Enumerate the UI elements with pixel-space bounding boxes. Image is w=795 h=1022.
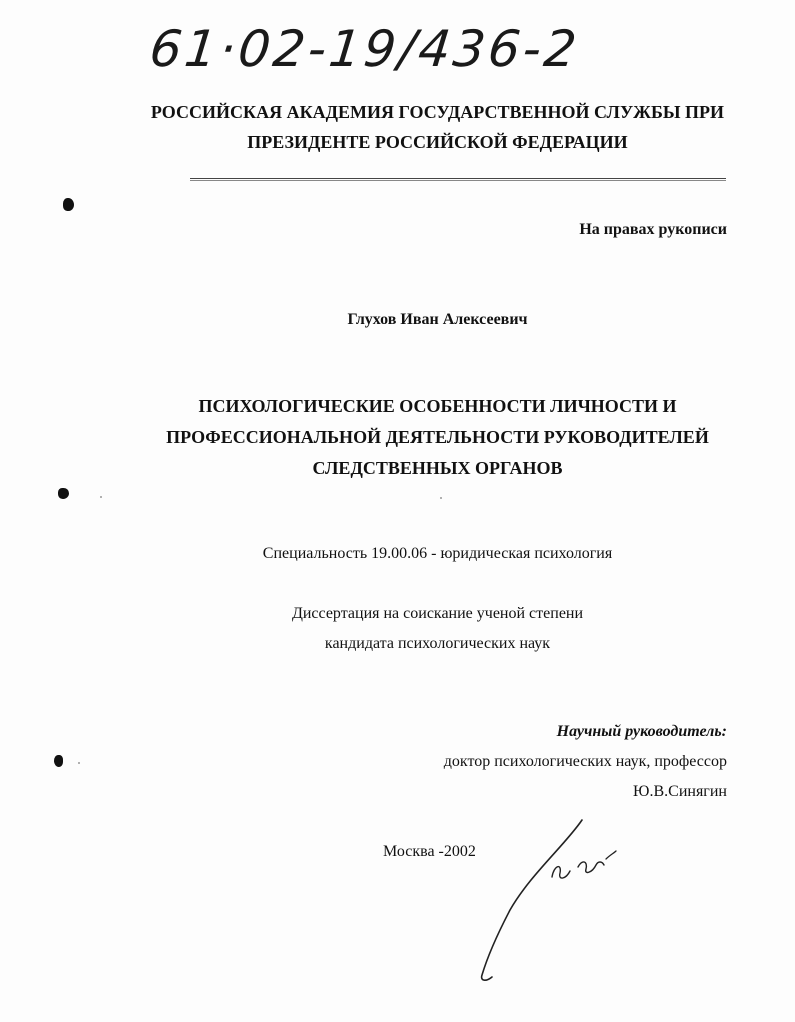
thesis-title-line-1: ПСИХОЛОГИЧЕСКИЕ ОСОБЕННОСТИ ЛИЧНОСТИ И <box>198 396 677 416</box>
institution-line-1: РОССИЙСКАЯ АКАДЕМИЯ ГОСУДАРСТВЕННОЙ СЛУЖБЫ ПРИ <box>150 102 725 122</box>
scan-speck <box>440 497 442 499</box>
specialty-line: Специальность 19.00.06 - юридическая психология <box>262 545 613 562</box>
degree-line-1: Диссертация на соискание ученой степени <box>291 605 584 622</box>
thesis-title-line-2: ПРОФЕССИОНАЛЬНОЙ ДЕЯТЕЛЬНОСТИ РУКОВОДИТЕЛЕЙ <box>166 427 709 447</box>
supervisor-label: Научный руководитель: <box>556 723 727 740</box>
author-name: Глухов Иван Алексеевич <box>347 311 528 328</box>
supervisor-rank: доктор психологических наук, профессор <box>443 753 727 770</box>
scan-mark-dot <box>63 198 74 211</box>
handwritten-signature <box>470 815 630 985</box>
header-divider <box>190 178 726 181</box>
thesis-title-line-3: СЛЕДСТВЕННЫХ ОРГАНОВ <box>312 458 563 478</box>
scan-mark-dot <box>54 755 63 767</box>
rights-note: На правах рукописи <box>579 221 727 238</box>
scan-speck <box>78 762 80 764</box>
handwritten-archive-code: 61·02-19/436-2 <box>146 20 583 78</box>
scan-mark-dot <box>58 488 69 499</box>
city-year: Москва -2002 <box>383 843 476 860</box>
degree-line-2: кандидата психологических наук <box>324 635 551 652</box>
scan-speck <box>100 496 102 498</box>
institution-line-2: ПРЕЗИДЕНТЕ РОССИЙСКОЙ ФЕДЕРАЦИИ <box>247 132 628 152</box>
supervisor-name: Ю.В.Синягин <box>633 783 727 800</box>
